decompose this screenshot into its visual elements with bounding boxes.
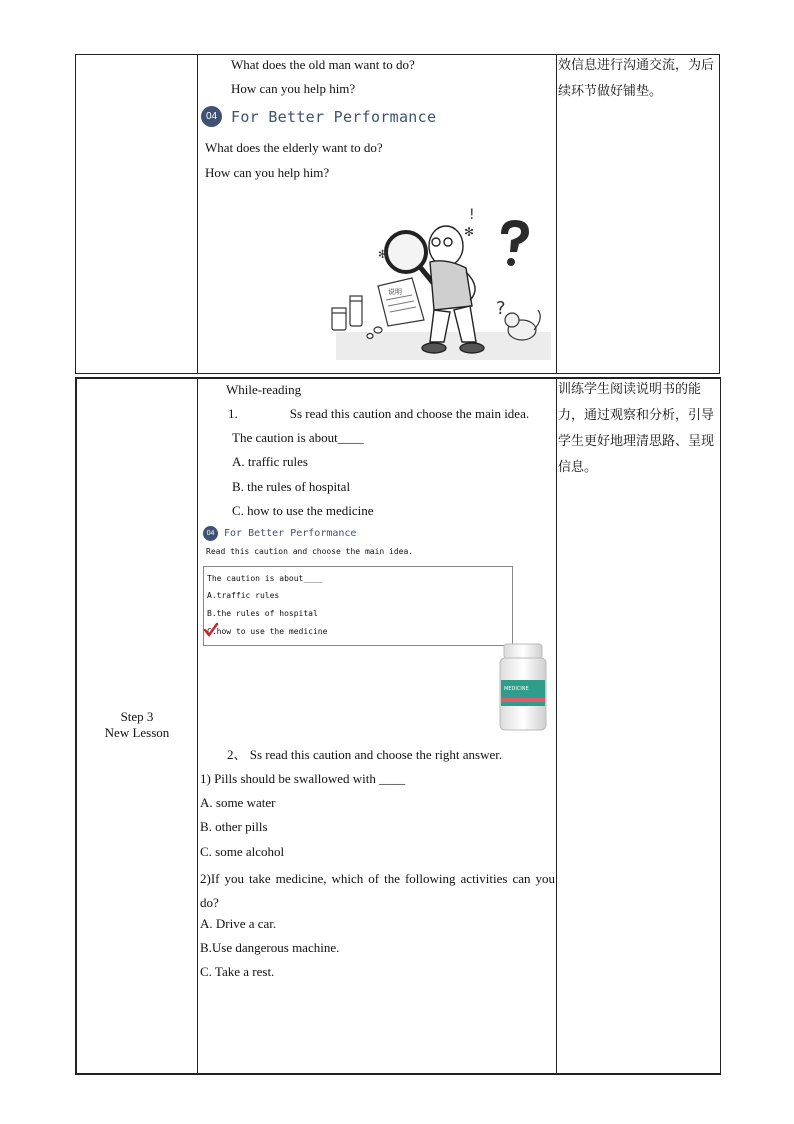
bottom-col-divider-2 [556, 377, 557, 1073]
top-question-4: How can you help him? [205, 165, 330, 180]
task-1-option-b: B. the rules of hospital [232, 479, 351, 494]
step-number: Step 3 [120, 709, 154, 724]
question-2: 2)If you take medicine, which of the following activities can you do? [200, 871, 555, 910]
question-1-option-a: A. some water [200, 795, 276, 810]
top-question-1: What does the old man want to do? [231, 57, 415, 72]
embedded-slide-option-c: C.how to use the medicine [207, 627, 328, 636]
svg-text:MEDICINE: MEDICINE [504, 686, 529, 692]
question-1-option-b: B. other pills [200, 819, 268, 834]
task-2-instruction: 2、 Ss read this caution and choose the right answer. [227, 747, 503, 762]
embedded-slide-badge: 04 [203, 526, 218, 541]
task-1-instruction: 1. Ss read this caution and choose the main idea. [228, 406, 530, 421]
old-man-illustration [326, 202, 556, 362]
slide-number-badge: 04 [201, 106, 222, 127]
top-col-divider-2 [556, 54, 557, 374]
svg-text:✻: ✻ [378, 248, 388, 261]
question-2-option-a: A. Drive a car. [200, 916, 277, 931]
question-2-option-c: C. Take a rest. [200, 964, 275, 979]
svg-text:?: ? [496, 298, 506, 319]
embedded-slide-option-b: B.the rules of hospital [207, 609, 318, 618]
top-teaching-note: 效信息进行沟通交流，为后续环节做好铺垫。 [558, 58, 715, 99]
slide-heading: For Better Performance [231, 108, 437, 126]
question-1: 1) Pills should be swallowed with ____ [200, 771, 406, 786]
embedded-slide-heading: For Better Performance [224, 528, 357, 539]
top-question-3: What does the elderly want to do? [205, 140, 383, 155]
embedded-slide-prompt: The caution is about____ [207, 574, 323, 583]
while-reading-title: While-reading [226, 382, 302, 397]
top-col-divider-1 [197, 54, 198, 374]
task-1-option-a: A. traffic rules [232, 454, 308, 469]
question-1-option-c: C. some alcohol [200, 844, 285, 859]
task-1-prompt: The caution is about____ [232, 430, 364, 445]
medicine-bottle-icon [498, 642, 548, 734]
bottom-col-divider-1 [197, 377, 198, 1073]
top-question-2: How can you help him? [231, 81, 356, 96]
svg-text:✻: ✻ [464, 225, 475, 239]
svg-text:说明: 说明 [388, 288, 402, 296]
embedded-slide-instruction: Read this caution and choose the main idea. [206, 547, 414, 556]
task-1-option-c: C. how to use the medicine [232, 503, 374, 518]
step-title: New Lesson [104, 725, 170, 740]
svg-text:!: ! [469, 207, 475, 223]
checkmark-icon [203, 622, 219, 638]
bottom-teaching-note: 训练学生阅读说明书的能力，通过观察和分析，引导学生更好地理清思路、呈现信息。 [558, 382, 715, 475]
embedded-slide-option-a: A.traffic rules [207, 591, 280, 600]
question-2-option-b: B.Use dangerous machine. [200, 940, 340, 955]
